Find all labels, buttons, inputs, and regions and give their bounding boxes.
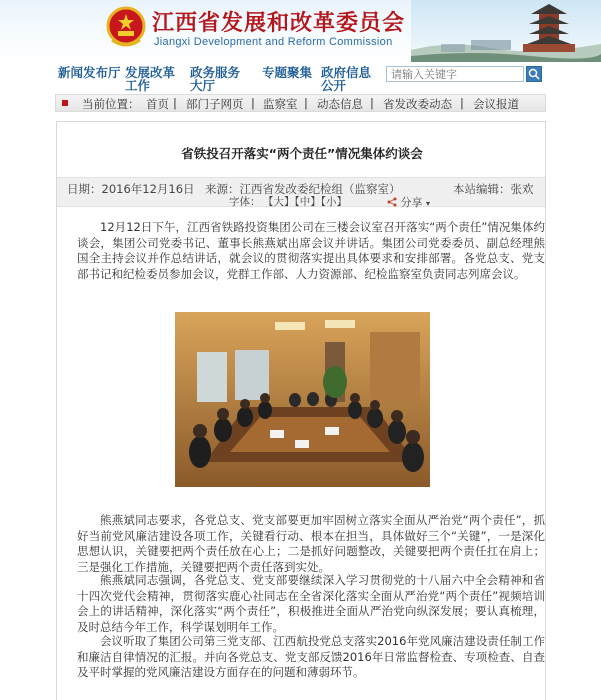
share-label: 分享 (400, 196, 423, 209)
breadcrumb-item-home[interactable]: 首页 (146, 97, 169, 111)
breadcrumb-prefix: 当前位置： (82, 97, 140, 111)
breadcrumb-item-supervision[interactable]: 监察室 (263, 97, 298, 111)
nav-item-news[interactable]: 新闻发布厅 (58, 65, 121, 80)
font-size-label: 字体： (229, 196, 261, 208)
nav-item-services[interactable]: 政务服务大厅 (190, 65, 241, 93)
breadcrumb-item-news[interactable]: 动态信息 (317, 97, 363, 111)
breadcrumb-marker-icon (62, 100, 68, 106)
article-paragraph: 12月12日下午，江西省铁路投资集团公司在三楼会议室召开落实“两个责任”情况集体约谈会，集团公司党委书记、董事长熊燕斌出席会议并讲话。集团公司党委委员、副总经理熊国全主持会议并作总结讲话，就会议的贯彻落实提出具体要求和安排部署。各党总支、党支部书记和纪检委员参加会议，党群工作部、人力资源部、纪检监察室负责同志列席会议。 (77, 220, 545, 281)
article-title: 省铁投召开落实“两个责任”情况集体约谈会 (181, 146, 423, 161)
pavilion-scenery-icon (411, 0, 601, 62)
search-input[interactable] (386, 66, 524, 82)
share-button[interactable] (387, 194, 430, 210)
article-source: 来源：江西省发改委纪检组（监察室） (205, 182, 401, 196)
search-button[interactable] (526, 66, 542, 82)
site-title[interactable]: 江西省发展和改革委员会 (152, 11, 406, 36)
share-icon (387, 197, 397, 207)
breadcrumb-item-meetings[interactable]: 会议报道 (473, 97, 519, 111)
breadcrumb-separator: | (251, 96, 255, 110)
article-panel (56, 121, 546, 700)
national-emblem-icon (106, 6, 146, 50)
breadcrumb-separator: | (173, 96, 177, 110)
site-subtitle: Jiangxi Development and Reform Commission (154, 36, 393, 48)
breadcrumb-separator: | (370, 96, 374, 110)
article-paragraph: 熊燕斌同志要求，各党总支、党支部要更加牢固树立落实全面从严治党“两个责任”，抓好当前党风廉洁建设各项工作，关键看行动、根本在担当，具体做好三个“关键”，一是深化思想认识，关键要把两个责任放在心上；二是抓好问题整改，关键要把两个责任扛在肩上；三是强化工作措施，关键要把两个责任落到实处。 (77, 513, 545, 574)
site-header (0, 0, 601, 62)
meeting-photo (175, 312, 430, 487)
breadcrumb-separator: | (460, 96, 464, 110)
font-size-options[interactable]: 【大】【中】【小】 (263, 196, 347, 208)
breadcrumb-item-subsites[interactable]: 部门子网页 (186, 97, 244, 111)
article-paragraph: 熊燕斌同志强调，各党总支、党支部要继续深入学习贯彻党的十八届六中全会精神和省十四次党代会精神，贯彻落实鹿心社同志在全省深化落实全面从严治党“两个责任”视频培训会上的讲话精神，深化落实“两个责任”，积极推进全面从严治党向纵深发展；要认真梳理，及时总结今年工作，科学谋划明年工作。 (77, 573, 545, 634)
article-date: 日期：2016年12月16日 (67, 182, 195, 196)
nav-item-development[interactable]: 发展改革工作 (125, 65, 176, 93)
nav-item-topics[interactable]: 专题聚集 (262, 65, 313, 80)
breadcrumb-item-commission-news[interactable]: 省发改委动态 (383, 97, 452, 111)
nav-item-info-disclosure[interactable]: 政府信息公开 (321, 65, 372, 93)
chevron-down-icon: ▾ (426, 199, 431, 208)
article-meta-bar (57, 177, 545, 207)
article-paragraph: 会议听取了集团公司第三党支部、江西航投党总支落实2016年党风廉洁建设责任制工作和廉洁自律情况的汇报。并向各党总支、党支部反馈2016年日常监督检查、专项检查、自查及平时掌握的党风廉洁建设方面存在的问题和薄弱环节。 (77, 634, 545, 679)
breadcrumb-separator: | (304, 96, 308, 110)
search-icon (527, 67, 541, 81)
breadcrumb (55, 94, 546, 112)
article-editor: 本站编辑：张欢 (453, 182, 534, 196)
